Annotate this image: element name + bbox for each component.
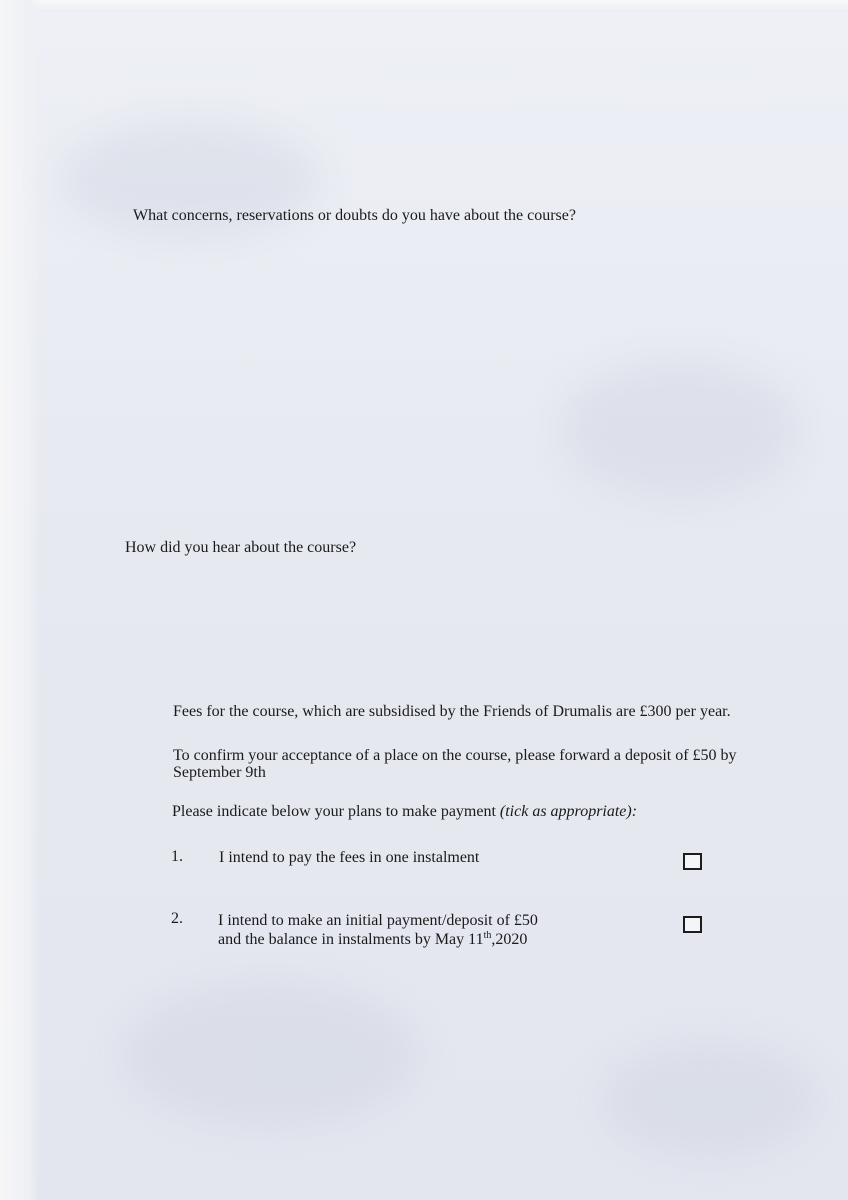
option-2-year: ,2020 xyxy=(491,931,528,948)
scan-shading xyxy=(600,1040,820,1160)
scan-shading xyxy=(120,980,420,1130)
option-1-text: I intend to pay the fees in one instalment xyxy=(219,849,480,866)
option-2-checkbox[interactable] xyxy=(683,916,702,933)
payment-prompt-text: Please indicate below your plans to make payment xyxy=(172,803,500,820)
question-hear-about: How did you hear about the course? xyxy=(125,539,357,556)
payment-prompt xyxy=(172,802,637,821)
option-2-line2 xyxy=(218,930,527,949)
question-concerns: What concerns, reservations or doubts do you have about the course? xyxy=(133,207,576,224)
scanner-top-edge xyxy=(0,0,848,12)
deposit-instruction: To confirm your acceptance of a place on the course, please forward a deposit of £50 by September 9th xyxy=(173,747,737,781)
option-1-checkbox[interactable] xyxy=(683,853,702,870)
scanner-left-edge xyxy=(0,0,40,1200)
payment-prompt-note: (tick as appropriate): xyxy=(499,803,638,820)
option-2-ordinal-suffix: th xyxy=(483,930,492,941)
option-1-number: 1. xyxy=(171,848,183,865)
fees-statement: Fees for the course, which are subsidised by the Friends of Drumalis are £300 per year. xyxy=(173,703,731,720)
option-2-number: 2. xyxy=(171,910,183,927)
scan-shading xyxy=(560,360,800,500)
option-2-line2-text: and the balance in instalments by May 11 xyxy=(218,931,484,948)
option-2-line1: I intend to make an initial payment/deposit of £50 xyxy=(218,912,538,929)
